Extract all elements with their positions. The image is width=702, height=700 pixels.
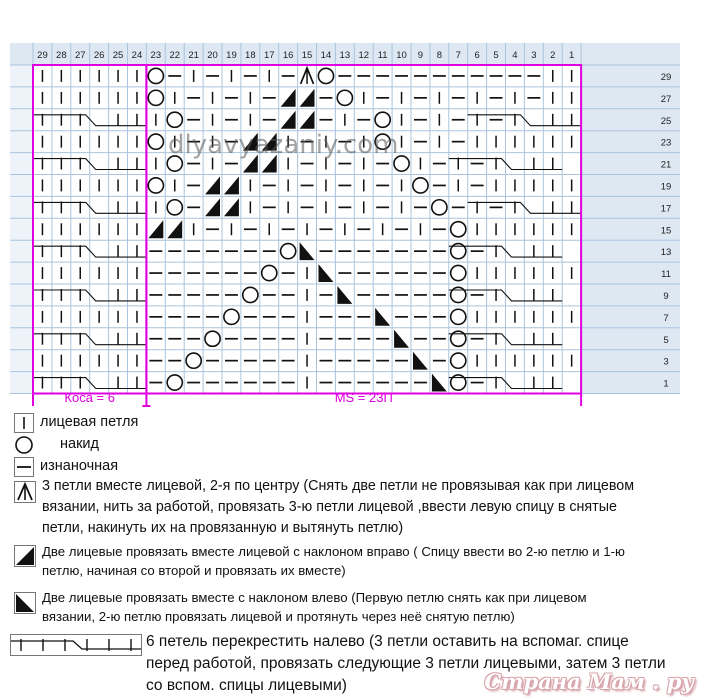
motif-width-label: MS = 23П: [334, 390, 393, 405]
k2tog-right-decrease: [224, 198, 239, 216]
yarn-over: [262, 265, 277, 280]
k2tog-left-decrease: [413, 352, 428, 370]
row-number: 21: [660, 159, 672, 171]
legend-knit: лицевая петля: [40, 414, 139, 430]
k3tog-centered-icon: [14, 481, 36, 503]
row-number: 23: [660, 137, 672, 149]
knit-stitch-icon: [14, 413, 34, 433]
column-number: 24: [131, 50, 143, 61]
row-number: 27: [660, 93, 672, 105]
k2tog-left-decrease: [319, 264, 334, 282]
k2tog-left-decrease: [394, 330, 409, 348]
column-number: 18: [245, 50, 256, 61]
column-number: 13: [339, 50, 351, 61]
k2tog-right-decrease: [300, 89, 315, 107]
column-number: 17: [263, 50, 275, 61]
column-number: 22: [169, 50, 181, 61]
yarn-over: [186, 353, 201, 368]
yarn-over: [451, 353, 466, 368]
k2tog-left-decrease: [432, 374, 447, 392]
column-number: 20: [207, 50, 218, 61]
row-number: 29: [660, 71, 672, 83]
k2tog-left-decrease: [337, 286, 352, 304]
column-number: 3: [531, 50, 537, 61]
row-number: 1: [663, 378, 669, 390]
yarn-over: [167, 112, 182, 127]
column-number: 16: [282, 50, 294, 61]
column-number: 5: [493, 50, 499, 61]
purl-stitch-icon: [14, 457, 34, 477]
column-number: 10: [396, 50, 407, 61]
row-number: 17: [660, 203, 672, 215]
column-number: 25: [112, 50, 124, 61]
k2tog-right-decrease: [262, 155, 277, 173]
k2tog-right-decrease: [300, 111, 315, 129]
yarn-over: [375, 134, 390, 149]
column-number: 21: [188, 50, 199, 61]
column-number: 29: [37, 50, 48, 61]
column-number: 14: [320, 50, 332, 61]
row-number: 11: [661, 269, 671, 281]
yarn-over: [205, 331, 220, 346]
k2tog-left-decrease: [375, 308, 390, 326]
column-number: 2: [550, 50, 556, 61]
k2tog-right-decrease: [281, 111, 296, 129]
column-number: 12: [358, 50, 370, 61]
row-number: 25: [660, 115, 672, 127]
yarn-over: [394, 156, 409, 171]
column-number: 6: [474, 50, 480, 61]
row-number: 19: [660, 181, 672, 193]
yarn-over: [375, 112, 390, 127]
legend-k2tog-left: Две лицевые провязать вместе с наклоном влево (Первую петлю снять как при лицевом вязании, 2-ю петлю провязать лицевой и протянуть через неё снятую петлю): [42, 590, 587, 624]
yarn-over: [281, 244, 296, 259]
column-number: 8: [436, 50, 442, 61]
column-number: 19: [226, 50, 237, 61]
yarn-over: [451, 222, 466, 237]
k2tog-right-decrease: [167, 220, 182, 238]
k2tog-right-decrease: [243, 133, 258, 151]
yarn-over: [148, 90, 163, 105]
site-logo: Страна Мам . ру: [484, 669, 694, 694]
k2tog-left-decrease: [300, 242, 315, 260]
yarn-over: [243, 287, 258, 302]
yarn-over: [148, 134, 163, 149]
k2tog-right-decrease: [243, 155, 258, 173]
legend-purl: изнаночная: [40, 458, 119, 474]
k2tog-right-decrease: [224, 177, 239, 195]
column-number: 15: [301, 50, 313, 61]
cable-cross-icon: [10, 634, 142, 656]
yarn-over: [318, 68, 333, 83]
k2tog-right-decrease: [262, 133, 277, 151]
yarn-over: [148, 68, 163, 83]
yarn-over: [148, 178, 163, 193]
k2tog-right-decrease: [148, 220, 163, 238]
column-number: 26: [93, 50, 105, 61]
column-number: 23: [150, 50, 162, 61]
column-number: 7: [455, 50, 461, 61]
column-number: 4: [512, 50, 518, 61]
yarn-over: [337, 90, 352, 105]
column-number: 1: [569, 50, 575, 61]
yarn-over: [413, 178, 428, 193]
row-number: 5: [663, 334, 669, 346]
row-number: 15: [660, 225, 672, 237]
column-number: 28: [56, 50, 67, 61]
watermark-text: dlyavyazaniy.com: [168, 130, 399, 160]
yarn-over: [167, 156, 182, 171]
legend-k2tog-right: Две лицевые провязать вместе лицевой с наклоном вправо ( Спицу ввести во 2-ю петлю и 1-ю петлю, начиная со второй и провязать их вместе): [42, 544, 625, 578]
column-number: 27: [74, 50, 86, 61]
k2tog-right-decrease: [281, 89, 296, 107]
yarn-over: [167, 200, 182, 215]
yarn-over: [432, 200, 447, 215]
k2tog-left-icon: [14, 592, 36, 614]
yarn-over: [451, 265, 466, 280]
legend-cable: 6 петель перекрестить налево (3 петли оставить на вспомаг. спице перед работой, провязать следующие 3 петли лицевыми, затем 3 петли со вспом. спицы лицевыми): [146, 633, 666, 694]
left-margin-bar: [10, 65, 33, 394]
k2tog-right-decrease: [205, 198, 220, 216]
k2tog-right-icon: [14, 545, 36, 567]
row-number: 3: [663, 356, 669, 368]
k2tog-right-decrease: [205, 177, 220, 195]
yarn-over: [167, 375, 182, 390]
row-number: 7: [663, 312, 669, 324]
yarn-over-icon: [14, 435, 34, 455]
cable-width-label: Коса = 6: [64, 390, 115, 405]
column-number: 11: [377, 50, 388, 61]
row-number: 13: [660, 247, 672, 259]
column-number: 9: [417, 50, 424, 61]
legend: [0, 408, 702, 700]
legend-k3tog-centered: 3 петли вместе лицевой, 2-я по центру (Снять две петли не провязывая как при лицевом вязании, нить за работой, провязать 3-ю петли лицевой ,ввести левую спицу в снятые петли, накинуть их на провязанную и вытянуть петлю): [42, 478, 635, 536]
legend-yarn-over: накид: [60, 436, 99, 452]
row-number: 9: [663, 290, 669, 302]
yarn-over: [451, 309, 466, 324]
yarn-over: [224, 309, 239, 324]
